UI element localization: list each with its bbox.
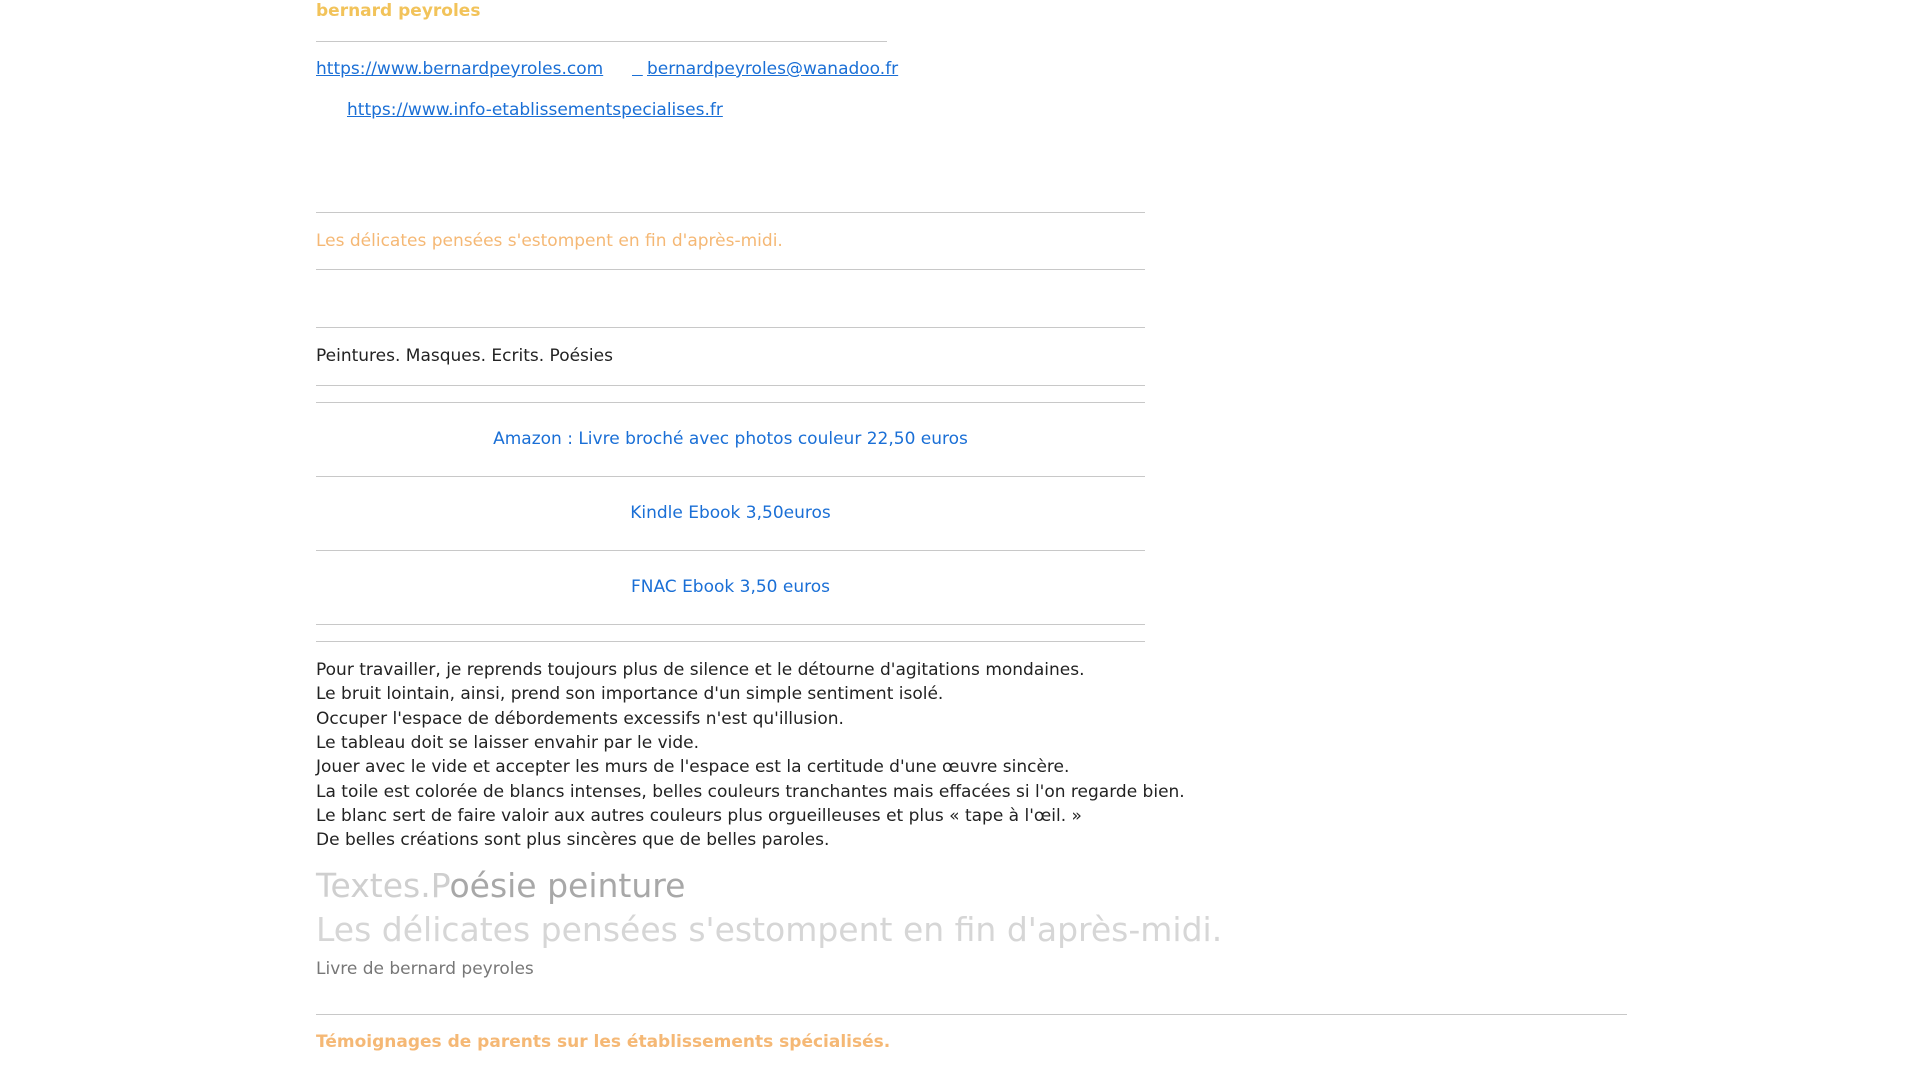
divider: [316, 385, 1145, 386]
poem-line: Le bruit lointain, ainsi, prend son importance d'un simple sentiment isolé.: [316, 684, 944, 704]
divider: [316, 476, 1145, 477]
poem-line: Le blanc sert de faire valoir aux autres couleurs plus orgueilleuses et plus « tape à l'œil. »: [316, 806, 1082, 826]
divider: [316, 402, 1145, 403]
footer-heading-part2: oésie peinture: [449, 866, 686, 905]
poem-line: Jouer avec le vide et accepter les murs de l'espace est la certitude d'une œuvre sincère.: [316, 757, 1070, 777]
divider: [316, 41, 887, 42]
poem-line: Le tableau doit se laisser envahir par le vide.: [316, 733, 700, 753]
divider: [316, 641, 1145, 642]
email-link-spacer: [632, 59, 643, 79]
divider: [316, 550, 1145, 551]
footer-heading-part1: Textes.P: [316, 866, 450, 905]
book-by-text: Livre de bernard peyroles: [316, 959, 534, 979]
divider: [316, 269, 1145, 270]
poem-line: Occuper l'espace de débordements excessifs n'est qu'illusion.: [316, 709, 844, 729]
poem-line: La toile est colorée de blancs intenses, belles couleurs tranchantes mais effacées si l'on regarde bien.: [316, 782, 1185, 802]
categories-text: Peintures. Masques. Ecrits. Poésies: [316, 346, 613, 366]
divider: [316, 212, 1145, 213]
author-name: bernard peyroles: [316, 1, 481, 21]
site-link[interactable]: https://www.bernardpeyroles.com: [316, 59, 604, 79]
link-spacer: [586, 59, 597, 79]
footer-heading-line2: Les délicates pensées s'estompent en fin d'après-midi.: [316, 910, 1223, 949]
kindle-link[interactable]: Kindle Ebook 3,50euros: [630, 503, 831, 523]
footer-heading: [316, 866, 685, 905]
divider: [316, 624, 1145, 625]
email-link[interactable]: bernardpeyroles@wanadoo.fr: [647, 59, 899, 79]
divider: [316, 1014, 1627, 1015]
testimonials-heading[interactable]: Témoignages de parents sur les établissements spécialisés.: [316, 1032, 891, 1052]
amazon-link[interactable]: Amazon : Livre broché avec photos couleur 22,50 euros: [493, 429, 968, 449]
poem-line: Pour travailler, je reprends toujours plus de silence et le détourne d'agitations mondaines.: [316, 660, 1085, 680]
poem-line: De belles créations sont plus sincères que de belles paroles.: [316, 830, 830, 850]
info-link[interactable]: https://www.info-etablissementspecialises.fr: [347, 100, 723, 120]
subtitle: Les délicates pensées s'estompent en fin d'après-midi.: [316, 231, 783, 251]
divider: [316, 327, 1145, 328]
fnac-link[interactable]: FNAC Ebook 3,50 euros: [630, 577, 831, 597]
